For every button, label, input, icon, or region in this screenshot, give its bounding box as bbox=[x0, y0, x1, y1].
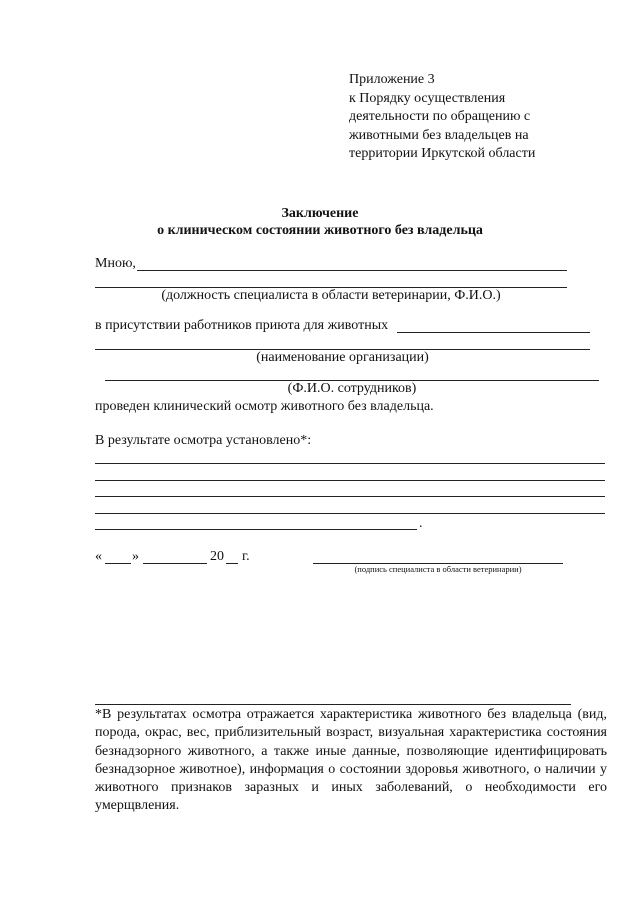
document-subtitle: о клиническом состоянии животного без владельца bbox=[157, 223, 483, 238]
date-open-quote: « bbox=[95, 549, 102, 564]
signature-caption: (подпись специалиста в области ветеринарии) bbox=[354, 564, 522, 574]
appendix-header-line: территории Иркутской области bbox=[349, 146, 536, 161]
result-line[interactable] bbox=[95, 496, 605, 497]
footnote-separator bbox=[95, 704, 571, 705]
result-line-last[interactable] bbox=[95, 529, 417, 530]
by-me-label: Мною, bbox=[95, 256, 136, 271]
specialist-name-line[interactable] bbox=[137, 270, 567, 271]
date-year-line[interactable] bbox=[226, 563, 238, 564]
appendix-header bbox=[349, 71, 535, 164]
appendix-header-line: Приложение 3 bbox=[349, 72, 435, 87]
date-close-quote: » bbox=[132, 549, 139, 564]
shelter-label: в присутствии работников приюта для животных bbox=[95, 318, 389, 333]
date-month-line[interactable] bbox=[143, 563, 207, 564]
appendix-header-line: деятельности по обращению с bbox=[349, 109, 531, 124]
organization-caption: (наименование организации) bbox=[256, 350, 429, 365]
appendix-header-line: к Порядку осуществления bbox=[349, 90, 506, 106]
footnote-text: *В результатах осмотра отражается характеристика животного без владельца (вид, порода, окрас, вес, приблизительный возраст, визуальная характеристика состояния безнадзорного животного, а также иные данные, позволяющие идентифицировать безнадзорное животное), информация о состоянии здоровья животного, о наличии у животного признаков заразных и иных заболеваний, о необходимости его умерщвления. bbox=[95, 707, 607, 814]
date-day-line[interactable] bbox=[105, 563, 131, 564]
shelter-line[interactable] bbox=[397, 332, 590, 333]
staff-caption: (Ф.И.О. сотрудников) bbox=[287, 381, 417, 396]
exam-statement: проведен клинический осмотр животного без владельца. bbox=[95, 399, 434, 414]
result-line[interactable] bbox=[95, 480, 605, 481]
appendix-header-line: животными без владельцев на bbox=[349, 127, 529, 143]
result-line[interactable] bbox=[95, 463, 605, 464]
document-title: Заключение bbox=[281, 206, 359, 221]
result-label: В результате осмотра установлено*: bbox=[95, 433, 312, 448]
date-year-prefix: 20 bbox=[210, 549, 224, 564]
result-line[interactable] bbox=[95, 513, 605, 514]
result-period: . bbox=[419, 516, 423, 531]
specialist-caption: (должность специалиста в области ветеринарии, Ф.И.О.) bbox=[161, 288, 501, 303]
date-year-suffix: г. bbox=[242, 549, 250, 564]
